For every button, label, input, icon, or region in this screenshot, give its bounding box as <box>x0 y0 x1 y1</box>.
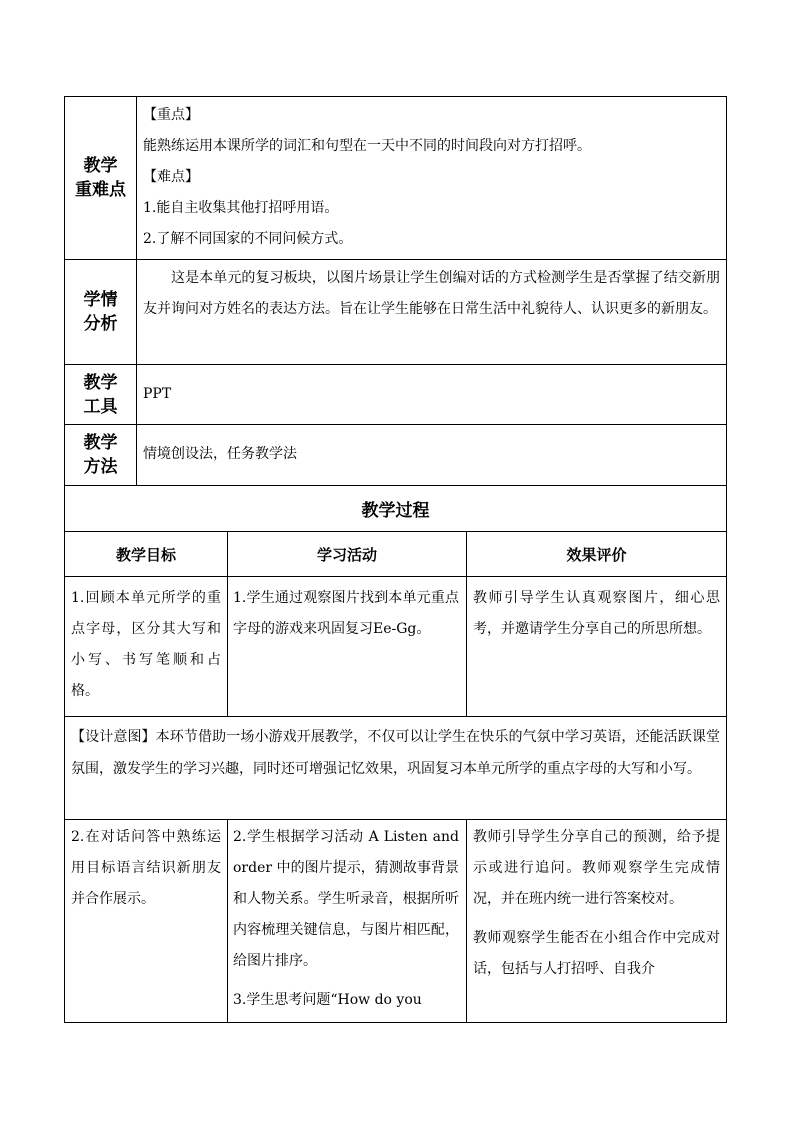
process-title-row <box>65 486 726 532</box>
focus-heading: 【重点】 <box>143 107 199 123</box>
process-title: 教学过程 <box>361 501 430 521</box>
difficulty-item: 2.了解不同国家的不同问候方式。 <box>143 231 353 247</box>
row2-goal: 2.在对话问答中熟练运用目标语言结识新朋友并合作展示。 <box>71 829 221 907</box>
difficulty-heading: 【难点】 <box>143 169 199 185</box>
column-divider <box>466 820 467 1023</box>
difficulty-item: 1.能自主收集其他打招呼用语。 <box>143 200 339 216</box>
header-evaluation: 效果评价 <box>566 545 627 564</box>
design-intent-row <box>65 717 726 820</box>
row2-evaluation-item: 教师引导学生分享自己的预测，给予提示或进行追问。教师观察学生完成情况，并在班内统一进行答案校对。 <box>473 829 720 907</box>
tools-label: 教学 工具 <box>65 365 137 424</box>
methods-row <box>65 425 726 486</box>
tools-row <box>65 365 726 425</box>
learner-analysis-label: 学情 分析 <box>65 260 137 364</box>
column-divider <box>466 577 467 716</box>
key-points-content <box>143 100 720 255</box>
header-activity: 学习活动 <box>316 545 377 564</box>
row2-activity-item: 2.学生根据学习活动 A Listen and order 中的图片提示，猜测故事背景和人物关系。学生听录音，根据所听内容梳理关键信息，与图片相匹配，给图片排序。 <box>233 829 459 969</box>
learner-analysis-row <box>65 260 726 365</box>
learner-analysis-text <box>143 263 720 325</box>
process-header-row <box>65 532 726 577</box>
methods-text: 情境创设法，任务教学法 <box>143 446 297 462</box>
row2-activity <box>233 822 459 1016</box>
methods-label: 教学 方法 <box>65 425 137 485</box>
column-divider <box>227 820 228 1023</box>
row1-activity: 1.学生通过观察图片找到本单元重点字母的游戏来巩固复习Ee-Gg。 <box>233 590 459 637</box>
row1-evaluation: 教师引导学生认真观察图片，细心思考，并邀请学生分享自己的所思所想。 <box>473 590 720 637</box>
row2-activity-item: 3.学生思考问题“How do you <box>233 992 422 1008</box>
process-row-1 <box>65 577 726 717</box>
key-points-row <box>65 97 726 260</box>
lesson-plan-table <box>64 96 727 1023</box>
process-row-2 <box>65 820 726 1023</box>
tools-text: PPT <box>143 386 172 402</box>
focus-text: 能熟练运用本课所学的词汇和句型在一天中不同的时间段向对方打招呼。 <box>143 138 591 154</box>
design-intent-text: 【设计意图】本环节借助一场小游戏开展教学，不仅可以让学生在快乐的气氛中学习英语，还能活跃课堂氛围，激发学生的学习兴趣，同时还可增强记忆效果，巩固复习本单元所学的重点字母的大写和小写。 <box>71 729 720 777</box>
row2-evaluation <box>473 822 720 985</box>
row2-evaluation-item: 教师观察学生能否在小组合作中完成对话，包括与人打招呼、自我介 <box>473 930 720 977</box>
key-points-label: 教学 重难点 <box>65 97 137 259</box>
learner-analysis-paragraph: 这是本单元的复习板块，以图片场景让学生创编对话的方式检测学生是否掌握了结交新朋友并询问对方姓名的表达方法。旨在让学生能够在日常生活中礼貌待人、认识更多的新朋友。 <box>143 270 720 317</box>
column-divider <box>227 577 228 716</box>
header-goal: 教学目标 <box>115 545 176 564</box>
row1-goal: 1.回顾本单元所学的重点字母，区分其大写和小写、书写笔顺和占格。 <box>71 590 221 699</box>
